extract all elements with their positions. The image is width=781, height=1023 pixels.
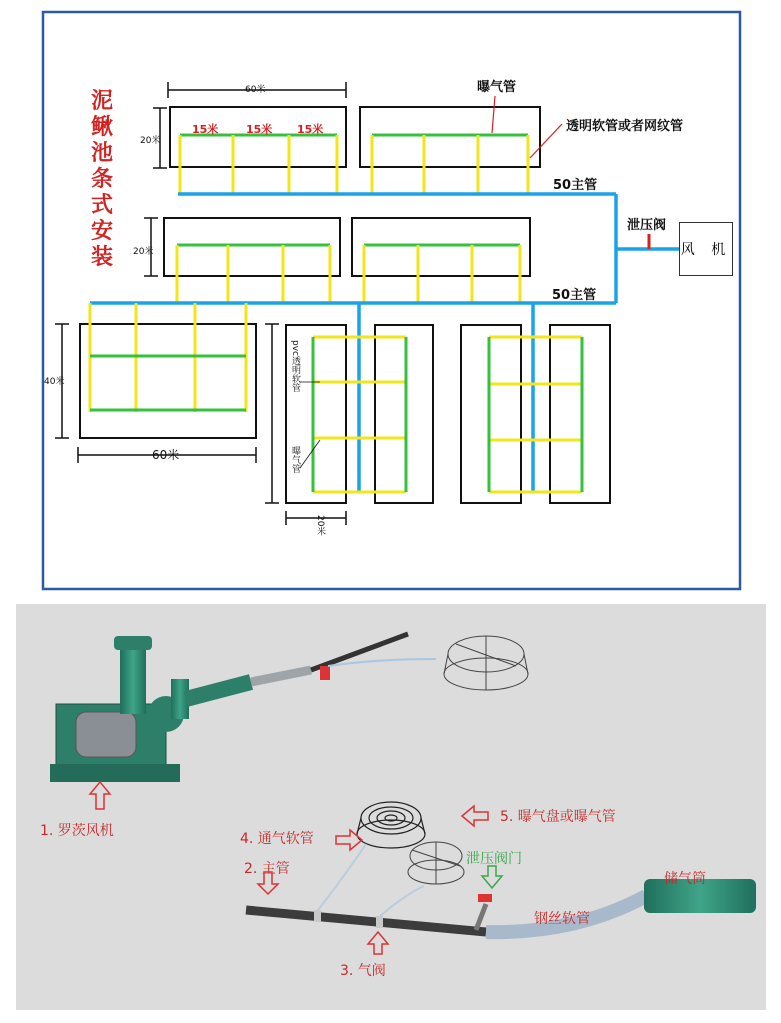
roots-blower-image xyxy=(50,634,436,782)
aerator-disc-top xyxy=(444,636,528,690)
dim-label-20-c: 20米 xyxy=(315,515,325,536)
label-main-pipe-2: 50主管 xyxy=(552,288,597,303)
label-air-valve: 3. 气阀 xyxy=(340,963,386,979)
arrow-relief xyxy=(482,866,502,888)
label-aerator-disc: 5. 曝气盘或曝气管 xyxy=(500,809,616,825)
arrow-aerator xyxy=(462,806,488,826)
dim-label-40: 40米 xyxy=(44,377,65,387)
label-relief-valve: 泄压阀 xyxy=(627,218,667,233)
equipment-illustration xyxy=(16,604,766,1010)
label-aeration-pipe: 曝气管 xyxy=(477,80,517,95)
dim-label-20-b: 20米 xyxy=(133,247,154,257)
label-roots-blower: 1. 罗茨风机 xyxy=(40,823,114,839)
fan-box: 风 机 xyxy=(679,222,733,276)
label-vent-hose: 4. 通气软管 xyxy=(240,831,314,847)
label-steel-hose: 钢丝软管 xyxy=(534,911,590,927)
label-transparent-hose: 透明软管或者网纹管 xyxy=(566,119,684,134)
seg-15-c: 15米 xyxy=(297,123,324,136)
label-relief-valve-door: 泄压阀门 xyxy=(466,851,522,867)
arrow-vent-hose xyxy=(336,830,362,850)
diagram-title: 泥鳅池条式安装 xyxy=(90,88,113,270)
label-main-pipe-1: 50主管 xyxy=(553,178,598,193)
aerator-spiral-disc xyxy=(357,802,425,848)
equipment-photo-panel xyxy=(16,604,766,1010)
seg-15-b: 15米 xyxy=(246,123,273,136)
seg-15-a: 15米 xyxy=(192,123,219,136)
label-aeration-vert: 曝气管 xyxy=(290,446,300,473)
arrow-valve xyxy=(368,932,388,954)
dim-label-20-a: 20米 xyxy=(140,136,161,146)
aerator-disc-mid xyxy=(408,842,464,884)
label-main-pipe: 2. 主管 xyxy=(244,861,290,877)
dim-label-60-bottom: 60米 xyxy=(152,448,180,462)
dim-label-60-top: 60米 xyxy=(245,85,266,95)
arrow-blower xyxy=(90,782,110,809)
label-pvc-hose: pvc透明软管 xyxy=(290,340,300,392)
label-air-tank: 储气筒 xyxy=(664,871,706,887)
